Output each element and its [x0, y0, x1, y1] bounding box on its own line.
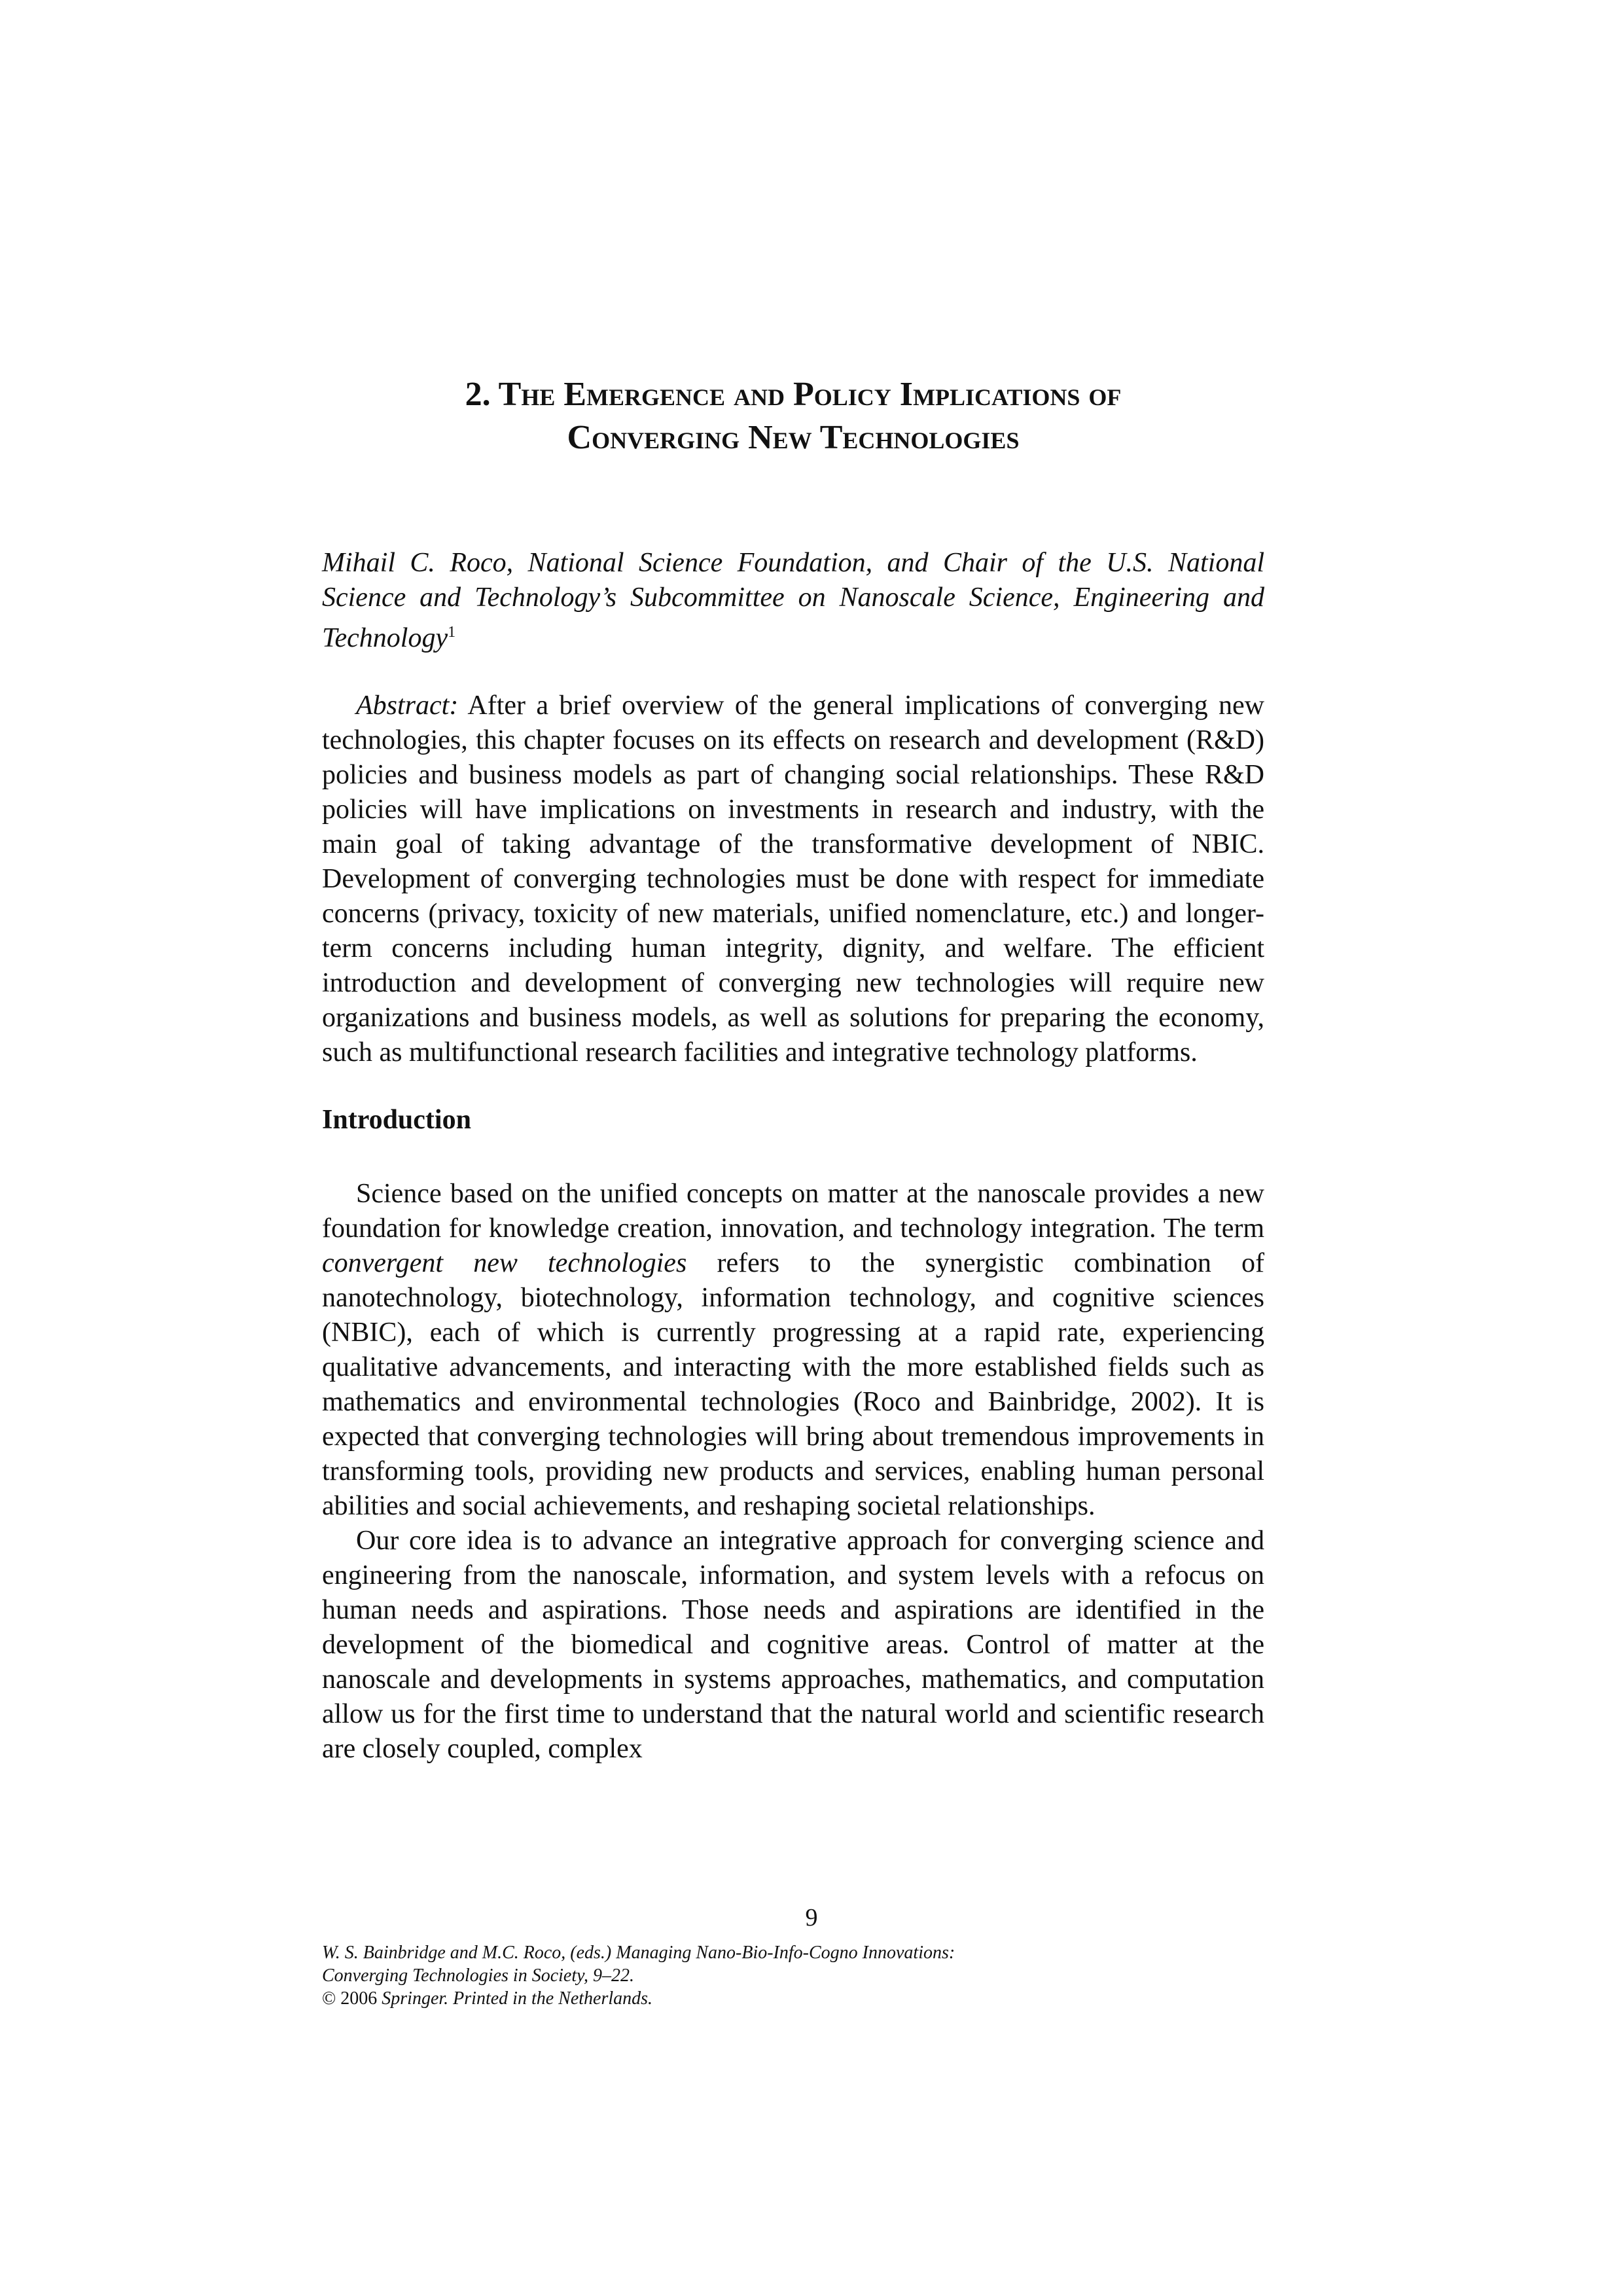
abstract [322, 689, 1264, 1070]
footer-line-2: Converging Technologies in Society, 9–22. [322, 1965, 634, 1986]
chapter-title [322, 373, 1264, 459]
author-text: Mihail C. Roco, National Science Foundation, and Chair of the U.S. National Science and Technology’s Subcommittee on Nanoscale Science, Engineering and Technology [322, 548, 1264, 653]
paragraph-1-emphasis: convergent new technologies [322, 1248, 687, 1278]
chapter-title-line2: Converging New Technologies [567, 419, 1020, 456]
section-heading-introduction: Introduction [322, 1105, 471, 1135]
footer-line-1: W. S. Bainbridge and M.C. Roco, (eds.) Managing Nano-Bio-Info-Cogno Innovations: [322, 1943, 955, 1963]
paragraph-1-before: Science based on the unified concepts on matter at the nanoscale provides a new foundation for knowledge creation, innovation, and technology integration. The term [322, 1179, 1264, 1244]
author-affiliation [322, 546, 1264, 656]
paragraph-1 [322, 1177, 1264, 1524]
publisher-text: Springer. Printed in the Netherlands. [382, 1988, 653, 2009]
paragraph-1-after: refers to the synergistic combination of nanotechnology, biotechnology, information technology, and cognitive sciences (NBIC), each of which is currently progressing at a rapid rate, experiencing qualitative advancements, and interacting with the more established fields such as mathematics and environmental technologies (Roco and Bainbridge, 2002). It is expected that converging technologies will bring about tremendous improvements in transforming tools, providing new products and services, enabling human personal abilities and social achievements, and reshaping societal relationships. [322, 1248, 1265, 1521]
copyright-text: © 2006 [322, 1988, 382, 2009]
footer-copyright [322, 1987, 1369, 2010]
abstract-label: Abstract: [356, 691, 459, 721]
citation-footer [322, 1941, 1369, 2010]
chapter-title-line1: 2. The Emergence and Policy Implications of [465, 376, 1122, 413]
abstract-text: After a brief overview of the general implications of converging new technologies, this chapter focuses on its effects on research and development (R&D) policies and business models as part of changing social relationships. These R&D policies will have implications on investments in research and industry, with the main goal of taking advantage of the transformative development of NBIC. Development of converging technologies must be done with respect for immediate concerns (privacy, toxicity of new materials, unified nomenclature, etc.) and longer-term concerns including human integrity, dignity, and welfare. The efficient introduction and development of converging new technologies will require new organizations and business models, as well as solutions for preparing the economy, such as multifunctional research facilities and integrative technology platforms. [322, 691, 1264, 1067]
paragraph-2: Our core idea is to advance an integrative approach for converging science and engineering from the nanoscale, information, and system levels with a refocus on human needs and aspirations. Those needs and aspirations are identified in the development of the biomedical and cognitive areas. Control of matter at the nanoscale and developments in systems approaches, mathematics, and computation allow us for the first time to understand that the natural world and scientific research are closely coupled, complex [322, 1526, 1264, 1764]
page-body [322, 373, 1264, 1767]
footnote-mark: 1 [448, 624, 456, 641]
page-number: 9 [805, 1904, 818, 1931]
